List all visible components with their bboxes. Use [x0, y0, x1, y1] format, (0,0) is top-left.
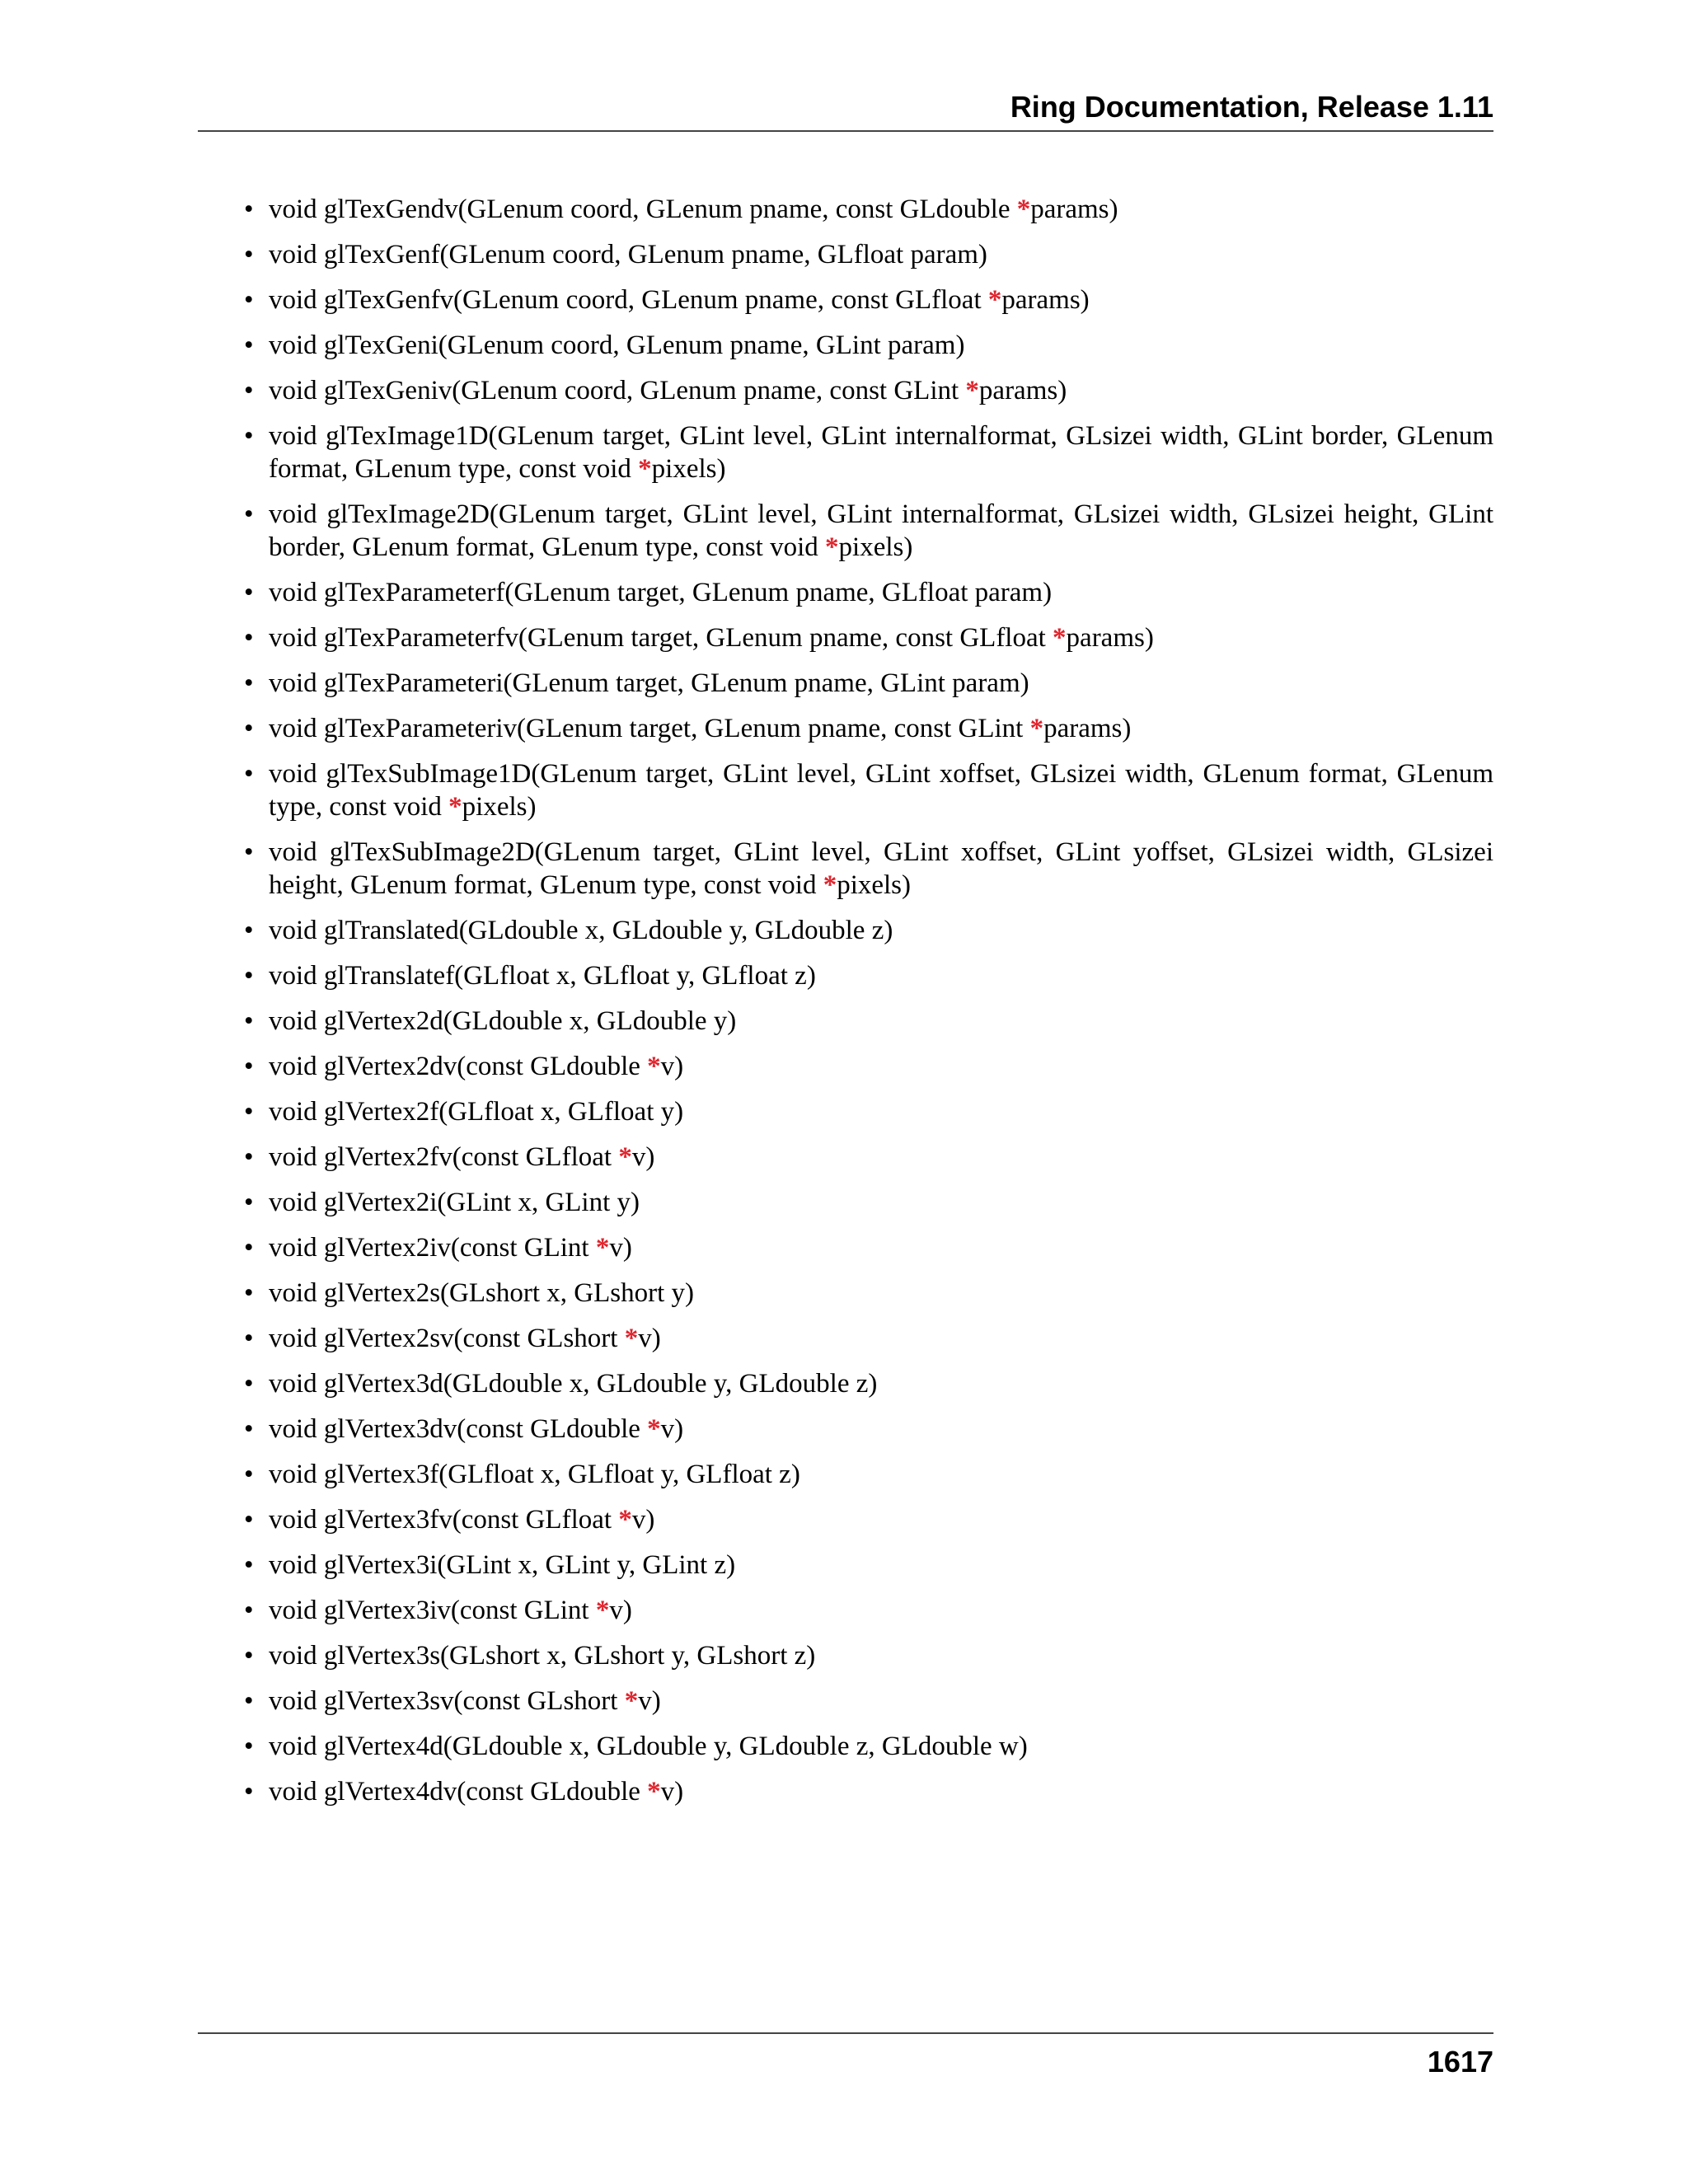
- pointer-star-icon: *: [647, 1414, 661, 1444]
- bullet-icon: •: [244, 194, 254, 224]
- bullet-icon: •: [244, 1732, 254, 1761]
- list-item: [198, 1775, 1493, 1808]
- bullet-icon: •: [244, 1006, 254, 1036]
- function-signature-tail: params): [1001, 285, 1090, 315]
- pointer-star-icon: *: [624, 1686, 639, 1716]
- function-signature: void glVertex3dv(const GLdouble: [269, 1414, 648, 1444]
- function-signature-tail: params): [1043, 714, 1132, 743]
- pointer-star-icon: *: [647, 1777, 661, 1807]
- bullet-icon: •: [244, 240, 254, 269]
- function-signature-tail: pixels): [651, 454, 726, 484]
- function-signature: void glVertex2dv(const GLdouble: [269, 1052, 648, 1081]
- pointer-star-icon: *: [618, 1505, 632, 1535]
- bullet-icon: •: [244, 578, 254, 607]
- pointer-star-icon: *: [1016, 194, 1031, 224]
- function-signature: void glTexSubImage2D(GLenum target, GLint level, GLint xoffset, GLint yoffset, GLsizei width, GLsizei height, GLenum format, GLenum type, const void: [269, 837, 1493, 900]
- function-signature: void glVertex3d(GLdouble x, GLdouble y, GLdouble z): [269, 1369, 878, 1399]
- function-signature: void glVertex4dv(const GLdouble: [269, 1777, 648, 1807]
- function-signature-tail: pixels): [837, 870, 912, 900]
- list-item: [198, 498, 1493, 564]
- function-signature-tail: v): [609, 1233, 632, 1263]
- list-item: [198, 1186, 1493, 1219]
- list-item: [198, 284, 1493, 316]
- list-item: [198, 238, 1493, 271]
- function-signature: void glTranslatef(GLfloat x, GLfloat y, GLfloat z): [269, 961, 816, 991]
- bullet-icon: •: [244, 330, 254, 360]
- list-item: [198, 1095, 1493, 1128]
- function-signature: void glVertex3i(GLint x, GLint y, GLint z): [269, 1550, 736, 1580]
- page-number: 1617: [1427, 2045, 1493, 2079]
- list-item: [198, 1005, 1493, 1038]
- list-item: [198, 914, 1493, 947]
- bullet-icon: •: [244, 668, 254, 698]
- function-signature-tail: v): [631, 1505, 655, 1535]
- function-signature-tail: v): [660, 1777, 684, 1807]
- function-signature-tail: pixels): [838, 532, 913, 562]
- function-signature-tail: params): [978, 376, 1067, 405]
- pointer-star-icon: *: [1029, 714, 1044, 743]
- list-item: [198, 1685, 1493, 1718]
- function-signature: void glTranslated(GLdouble x, GLdouble y, GLdouble z): [269, 916, 893, 945]
- list-item: [198, 757, 1493, 823]
- list-item: [198, 1277, 1493, 1310]
- list-item: [198, 836, 1493, 902]
- pointer-star-icon: *: [647, 1052, 661, 1081]
- list-item: [198, 1050, 1493, 1083]
- list-item: [198, 193, 1493, 226]
- list-item: [198, 1549, 1493, 1582]
- pointer-star-icon: *: [638, 454, 652, 484]
- list-item: [198, 1141, 1493, 1174]
- function-signature-tail: v): [660, 1052, 684, 1081]
- function-signature-tail: pixels): [462, 792, 537, 822]
- function-signature-tail: params): [1066, 623, 1154, 653]
- function-signature: void glTexParameterf(GLenum target, GLenum pname, GLfloat param): [269, 578, 1053, 607]
- bullet-icon: •: [244, 421, 254, 451]
- bullet-icon: •: [244, 1369, 254, 1399]
- list-item: [198, 374, 1493, 407]
- list-item: [198, 1503, 1493, 1536]
- bullet-icon: •: [244, 623, 254, 653]
- function-signature: void glVertex3f(GLfloat x, GLfloat y, GLfloat z): [269, 1460, 800, 1489]
- pointer-star-icon: *: [1053, 623, 1067, 653]
- bullet-icon: •: [244, 1278, 254, 1308]
- list-item: [198, 1413, 1493, 1446]
- list-item: [198, 1730, 1493, 1763]
- bullet-icon: •: [244, 1641, 254, 1671]
- list-item: [198, 576, 1493, 609]
- function-signature: void glVertex2fv(const GLfloat: [269, 1142, 619, 1172]
- function-signature: void glTexGenf(GLenum coord, GLenum pname, GLfloat param): [269, 240, 987, 269]
- page-header: [198, 91, 1493, 132]
- list-item: [198, 959, 1493, 992]
- bullet-icon: •: [244, 1686, 254, 1716]
- bullet-icon: •: [244, 1233, 254, 1263]
- bullet-icon: •: [244, 1052, 254, 1081]
- pointer-star-icon: *: [448, 792, 462, 822]
- function-signature-tail: v): [638, 1686, 661, 1716]
- function-list: [198, 193, 1493, 1821]
- function-signature: void glVertex2sv(const GLshort: [269, 1324, 625, 1353]
- function-signature: void glTexParameterfv(GLenum target, GLenum pname, const GLfloat: [269, 623, 1053, 653]
- document-title: Ring Documentation, Release 1.11: [1010, 90, 1493, 124]
- pointer-star-icon: *: [595, 1596, 610, 1625]
- list-item: [198, 329, 1493, 362]
- function-signature: void glTexImage2D(GLenum target, GLint level, GLint internalformat, GLsizei width, GLsizei height, GLint border, GLenum format, GLenum type, const void: [269, 499, 1493, 562]
- function-signature: void glVertex2f(GLfloat x, GLfloat y): [269, 1097, 684, 1127]
- bullet-icon: •: [244, 1142, 254, 1172]
- function-signature: void glVertex2s(GLshort x, GLshort y): [269, 1278, 695, 1308]
- bullet-icon: •: [244, 285, 254, 315]
- function-signature: void glTexParameteriv(GLenum target, GLenum pname, const GLint: [269, 714, 1030, 743]
- list-item: [198, 1458, 1493, 1491]
- function-signature: void glVertex3sv(const GLshort: [269, 1686, 625, 1716]
- list-item: [198, 1322, 1493, 1355]
- function-signature-tail: params): [1030, 194, 1118, 224]
- pointer-star-icon: *: [987, 285, 1002, 315]
- function-signature: void glTexGenfv(GLenum coord, GLenum pname, const GLfloat: [269, 285, 988, 315]
- function-signature-tail: v): [631, 1142, 655, 1172]
- bullet-icon: •: [244, 837, 254, 867]
- function-signature: void glVertex2i(GLint x, GLint y): [269, 1188, 640, 1217]
- function-signature-tail: v): [638, 1324, 661, 1353]
- pointer-star-icon: *: [624, 1324, 639, 1353]
- function-signature: void glVertex3fv(const GLfloat: [269, 1505, 619, 1535]
- list-item: [198, 712, 1493, 745]
- function-signature: void glTexGeni(GLenum coord, GLenum pname, GLint param): [269, 330, 965, 360]
- list-item: [198, 667, 1493, 700]
- bullet-icon: •: [244, 759, 254, 789]
- bullet-icon: •: [244, 1414, 254, 1444]
- function-signature: void glVertex3s(GLshort x, GLshort y, GLshort z): [269, 1641, 816, 1671]
- pointer-star-icon: *: [823, 870, 837, 900]
- bullet-icon: •: [244, 961, 254, 991]
- bullet-icon: •: [244, 1777, 254, 1807]
- list-item: [198, 419, 1493, 485]
- function-signature: void glTexImage1D(GLenum target, GLint level, GLint internalformat, GLsizei width, GLint border, GLenum format, GLenum type, const void: [269, 421, 1493, 484]
- pointer-star-icon: *: [965, 376, 979, 405]
- bullet-icon: •: [244, 499, 254, 529]
- function-signature: void glTexGeniv(GLenum coord, GLenum pname, const GLint: [269, 376, 966, 405]
- bullet-icon: •: [244, 1188, 254, 1217]
- pointer-star-icon: *: [825, 532, 839, 562]
- function-signature-tail: v): [609, 1596, 632, 1625]
- function-signature-tail: v): [660, 1414, 684, 1444]
- page-footer: [198, 2032, 1493, 2079]
- function-signature: void glTexParameteri(GLenum target, GLenum pname, GLint param): [269, 668, 1029, 698]
- list-item: [198, 1639, 1493, 1672]
- function-signature: void glVertex4d(GLdouble x, GLdouble y, GLdouble z, GLdouble w): [269, 1732, 1028, 1761]
- function-signature: void glVertex2d(GLdouble x, GLdouble y): [269, 1006, 737, 1036]
- list-item: [198, 1231, 1493, 1264]
- list-item: [198, 621, 1493, 654]
- pointer-star-icon: *: [618, 1142, 632, 1172]
- bullet-icon: •: [244, 714, 254, 743]
- bullet-icon: •: [244, 1324, 254, 1353]
- list-item: [198, 1367, 1493, 1400]
- bullet-icon: •: [244, 1550, 254, 1580]
- list-item: [198, 1594, 1493, 1627]
- bullet-icon: •: [244, 916, 254, 945]
- bullet-icon: •: [244, 1505, 254, 1535]
- pointer-star-icon: *: [595, 1233, 610, 1263]
- bullet-icon: •: [244, 1097, 254, 1127]
- function-signature: void glTexGendv(GLenum coord, GLenum pname, const GLdouble: [269, 194, 1017, 224]
- bullet-icon: •: [244, 376, 254, 405]
- bullet-icon: •: [244, 1596, 254, 1625]
- function-signature: void glTexSubImage1D(GLenum target, GLint level, GLint xoffset, GLsizei width, GLenum format, GLenum type, const void: [269, 759, 1493, 822]
- function-signature: void glVertex2iv(const GLint: [269, 1233, 596, 1263]
- function-signature: void glVertex3iv(const GLint: [269, 1596, 596, 1625]
- bullet-icon: •: [244, 1460, 254, 1489]
